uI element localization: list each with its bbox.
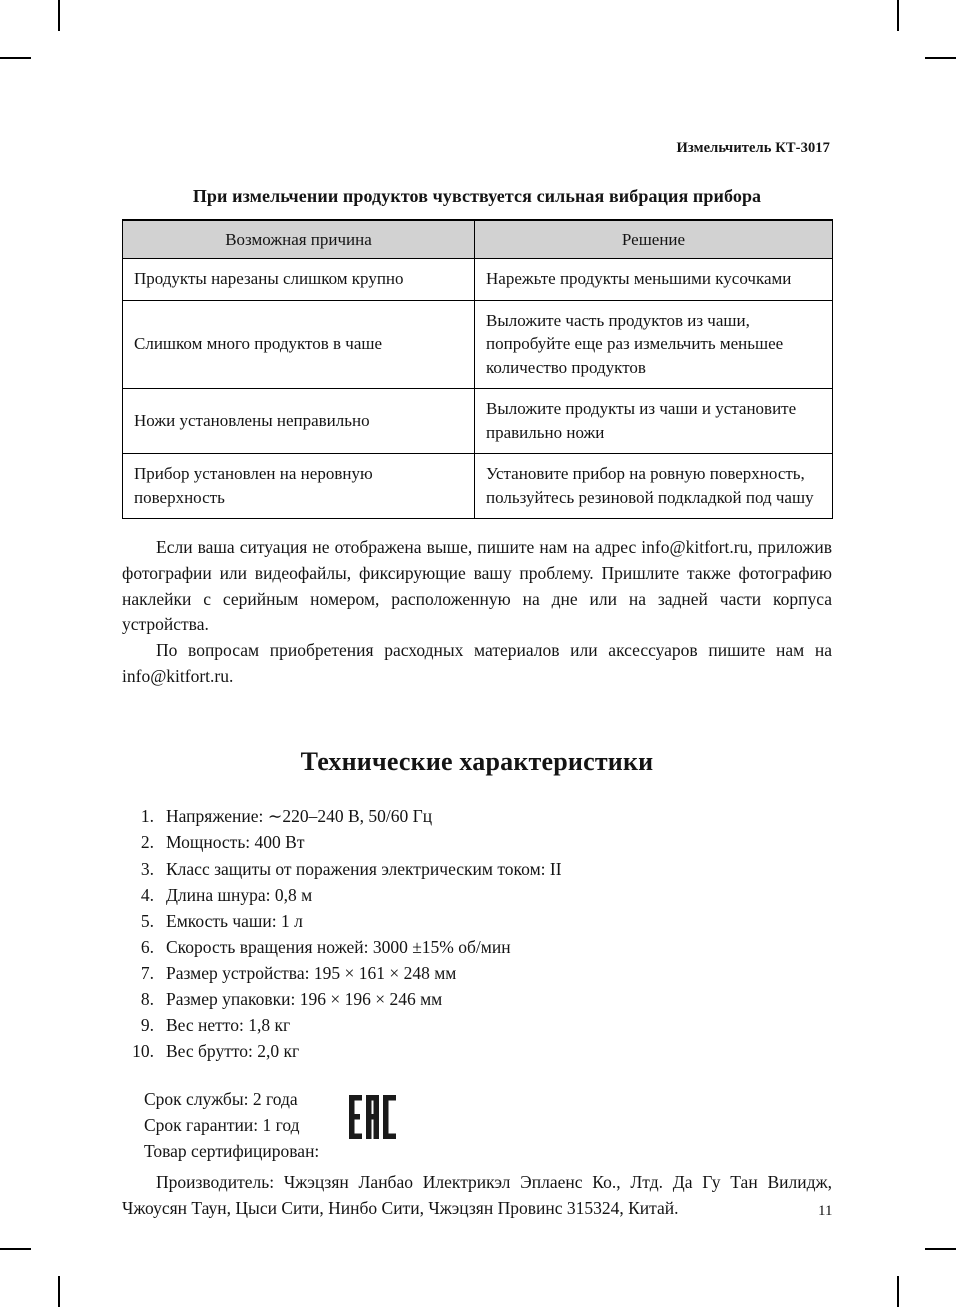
cell-solution: Выложите продукты из чаши и установите правильно ножи bbox=[475, 389, 833, 454]
support-paragraph-1: Если ваша ситуация не отображена выше, пишите нам на адрес info@kitfort.ru, приложив фотографии или видеофайлы, фиксирующие вашу проблему. Пришлите также фотографию наклейки с серийным номером, расположенную на дне или на задней части корпуса устройства. bbox=[122, 537, 832, 635]
specifications-heading: Технические характеристики bbox=[300, 747, 654, 777]
service-life-line: Срок службы: 2 года bbox=[144, 1089, 298, 1110]
crop-mark-top-right-vertical bbox=[897, 0, 899, 31]
manufacturer-paragraph: Производитель: Чжэцзян Ланбао Илектрикэл Эплаенс Ко., Лтд. Да Гу Тан Вилидж, Чжоусян Таун, Цыси Сити, Нинбо Сити, Чжэцзян Провинс 315324, Китай. bbox=[122, 1172, 832, 1218]
cell-cause: Прибор установлен на неровную поверхность bbox=[123, 454, 475, 519]
list-item-number: 2. bbox=[140, 832, 154, 853]
warranty-line: Срок гарантии: 1 год bbox=[144, 1115, 300, 1136]
list-item-text: Размер устройства: 195 × 161 × 248 мм bbox=[166, 962, 457, 983]
cell-cause: Слишком много продуктов в чаше bbox=[123, 300, 475, 388]
certified-line: Товар сертифицирован: bbox=[144, 1141, 320, 1162]
list-item-text: Класс защиты от поражения электрическим током: II bbox=[166, 858, 562, 879]
crop-mark-bottom-left-horizontal bbox=[0, 1248, 31, 1250]
running-head: Измельчитель КТ-3017 bbox=[676, 140, 830, 156]
table-row bbox=[123, 454, 833, 519]
certification-lines bbox=[144, 1086, 834, 1164]
cell-solution: Нарежьте продукты меньшими кусочками bbox=[475, 259, 833, 300]
list-item-text: Емкость чаши: 1 л bbox=[166, 910, 303, 931]
list-item-number: 10. bbox=[132, 1040, 154, 1061]
page-number: 11 bbox=[818, 1203, 833, 1219]
cell-cause: Продукты нарезаны слишком крупно bbox=[123, 259, 475, 300]
list-item bbox=[122, 908, 832, 934]
list-item bbox=[122, 960, 832, 986]
list-item-number: 6. bbox=[140, 936, 154, 957]
column-header-solution: Решение bbox=[475, 220, 833, 259]
list-item-text: Скорость вращения ножей: 3000 ±15% об/мин bbox=[166, 936, 511, 957]
crop-mark-bottom-right-horizontal bbox=[925, 1248, 956, 1250]
cell-solution: Установите прибор на ровную поверхность, пользуйтесь резиновой подкладкой под чашу bbox=[475, 454, 833, 519]
list-item bbox=[122, 934, 832, 960]
list-item-text: Вес нетто: 1,8 кг bbox=[166, 1014, 291, 1035]
list-item bbox=[122, 1038, 832, 1064]
support-paragraph-2: По вопросам приобретения расходных материалов или аксессуаров пишите нам на info@kitfort.ru. bbox=[122, 639, 832, 686]
troubleshooting-table bbox=[122, 219, 833, 519]
table-header-row bbox=[123, 220, 833, 259]
crop-mark-bottom-left-vertical bbox=[58, 1276, 60, 1307]
troubleshooting-title: При измельчении продуктов чувствуется сильная вибрация прибора bbox=[192, 186, 762, 206]
eac-conformity-mark-icon bbox=[348, 1093, 398, 1141]
table-row bbox=[123, 389, 833, 454]
list-item-number: 5. bbox=[140, 910, 154, 931]
page-content bbox=[122, 186, 832, 1222]
list-item-text: Мощность: 400 Вт bbox=[166, 832, 305, 853]
cell-solution: Выложите часть продуктов из чаши, попробуйте еще раз измельчить меньшее количество продуктов bbox=[475, 300, 833, 388]
list-item-number: 4. bbox=[140, 884, 154, 905]
crop-mark-top-left-horizontal bbox=[0, 57, 31, 59]
crop-mark-top-left-vertical bbox=[58, 0, 60, 31]
column-header-cause: Возможная причина bbox=[123, 220, 475, 259]
list-item-number: 1. bbox=[140, 806, 154, 827]
list-item-text: Вес брутто: 2,0 кг bbox=[166, 1040, 300, 1061]
list-item bbox=[122, 986, 832, 1012]
list-item bbox=[122, 803, 832, 829]
list-item-text: Длина шнура: 0,8 м bbox=[166, 884, 313, 905]
list-item-text: Напряжение: ∼220–240 В, 50/60 Гц bbox=[166, 806, 433, 827]
list-item bbox=[122, 829, 832, 855]
list-item-number: 3. bbox=[140, 858, 154, 879]
specifications-list bbox=[122, 803, 832, 1064]
list-item-number: 9. bbox=[140, 1014, 154, 1035]
table-row bbox=[123, 300, 833, 388]
list-item bbox=[122, 882, 832, 908]
certification-block bbox=[122, 1086, 834, 1164]
list-item-number: 8. bbox=[140, 988, 154, 1009]
table-row bbox=[123, 259, 833, 300]
list-item bbox=[122, 856, 832, 882]
crop-mark-bottom-right-vertical bbox=[897, 1276, 899, 1307]
list-item bbox=[122, 1012, 832, 1038]
list-item-text: Размер упаковки: 196 × 196 × 246 мм bbox=[166, 988, 443, 1009]
crop-mark-top-right-horizontal bbox=[925, 57, 956, 59]
cell-cause: Ножи установлены неправильно bbox=[123, 389, 475, 454]
list-item-number: 7. bbox=[140, 962, 154, 983]
